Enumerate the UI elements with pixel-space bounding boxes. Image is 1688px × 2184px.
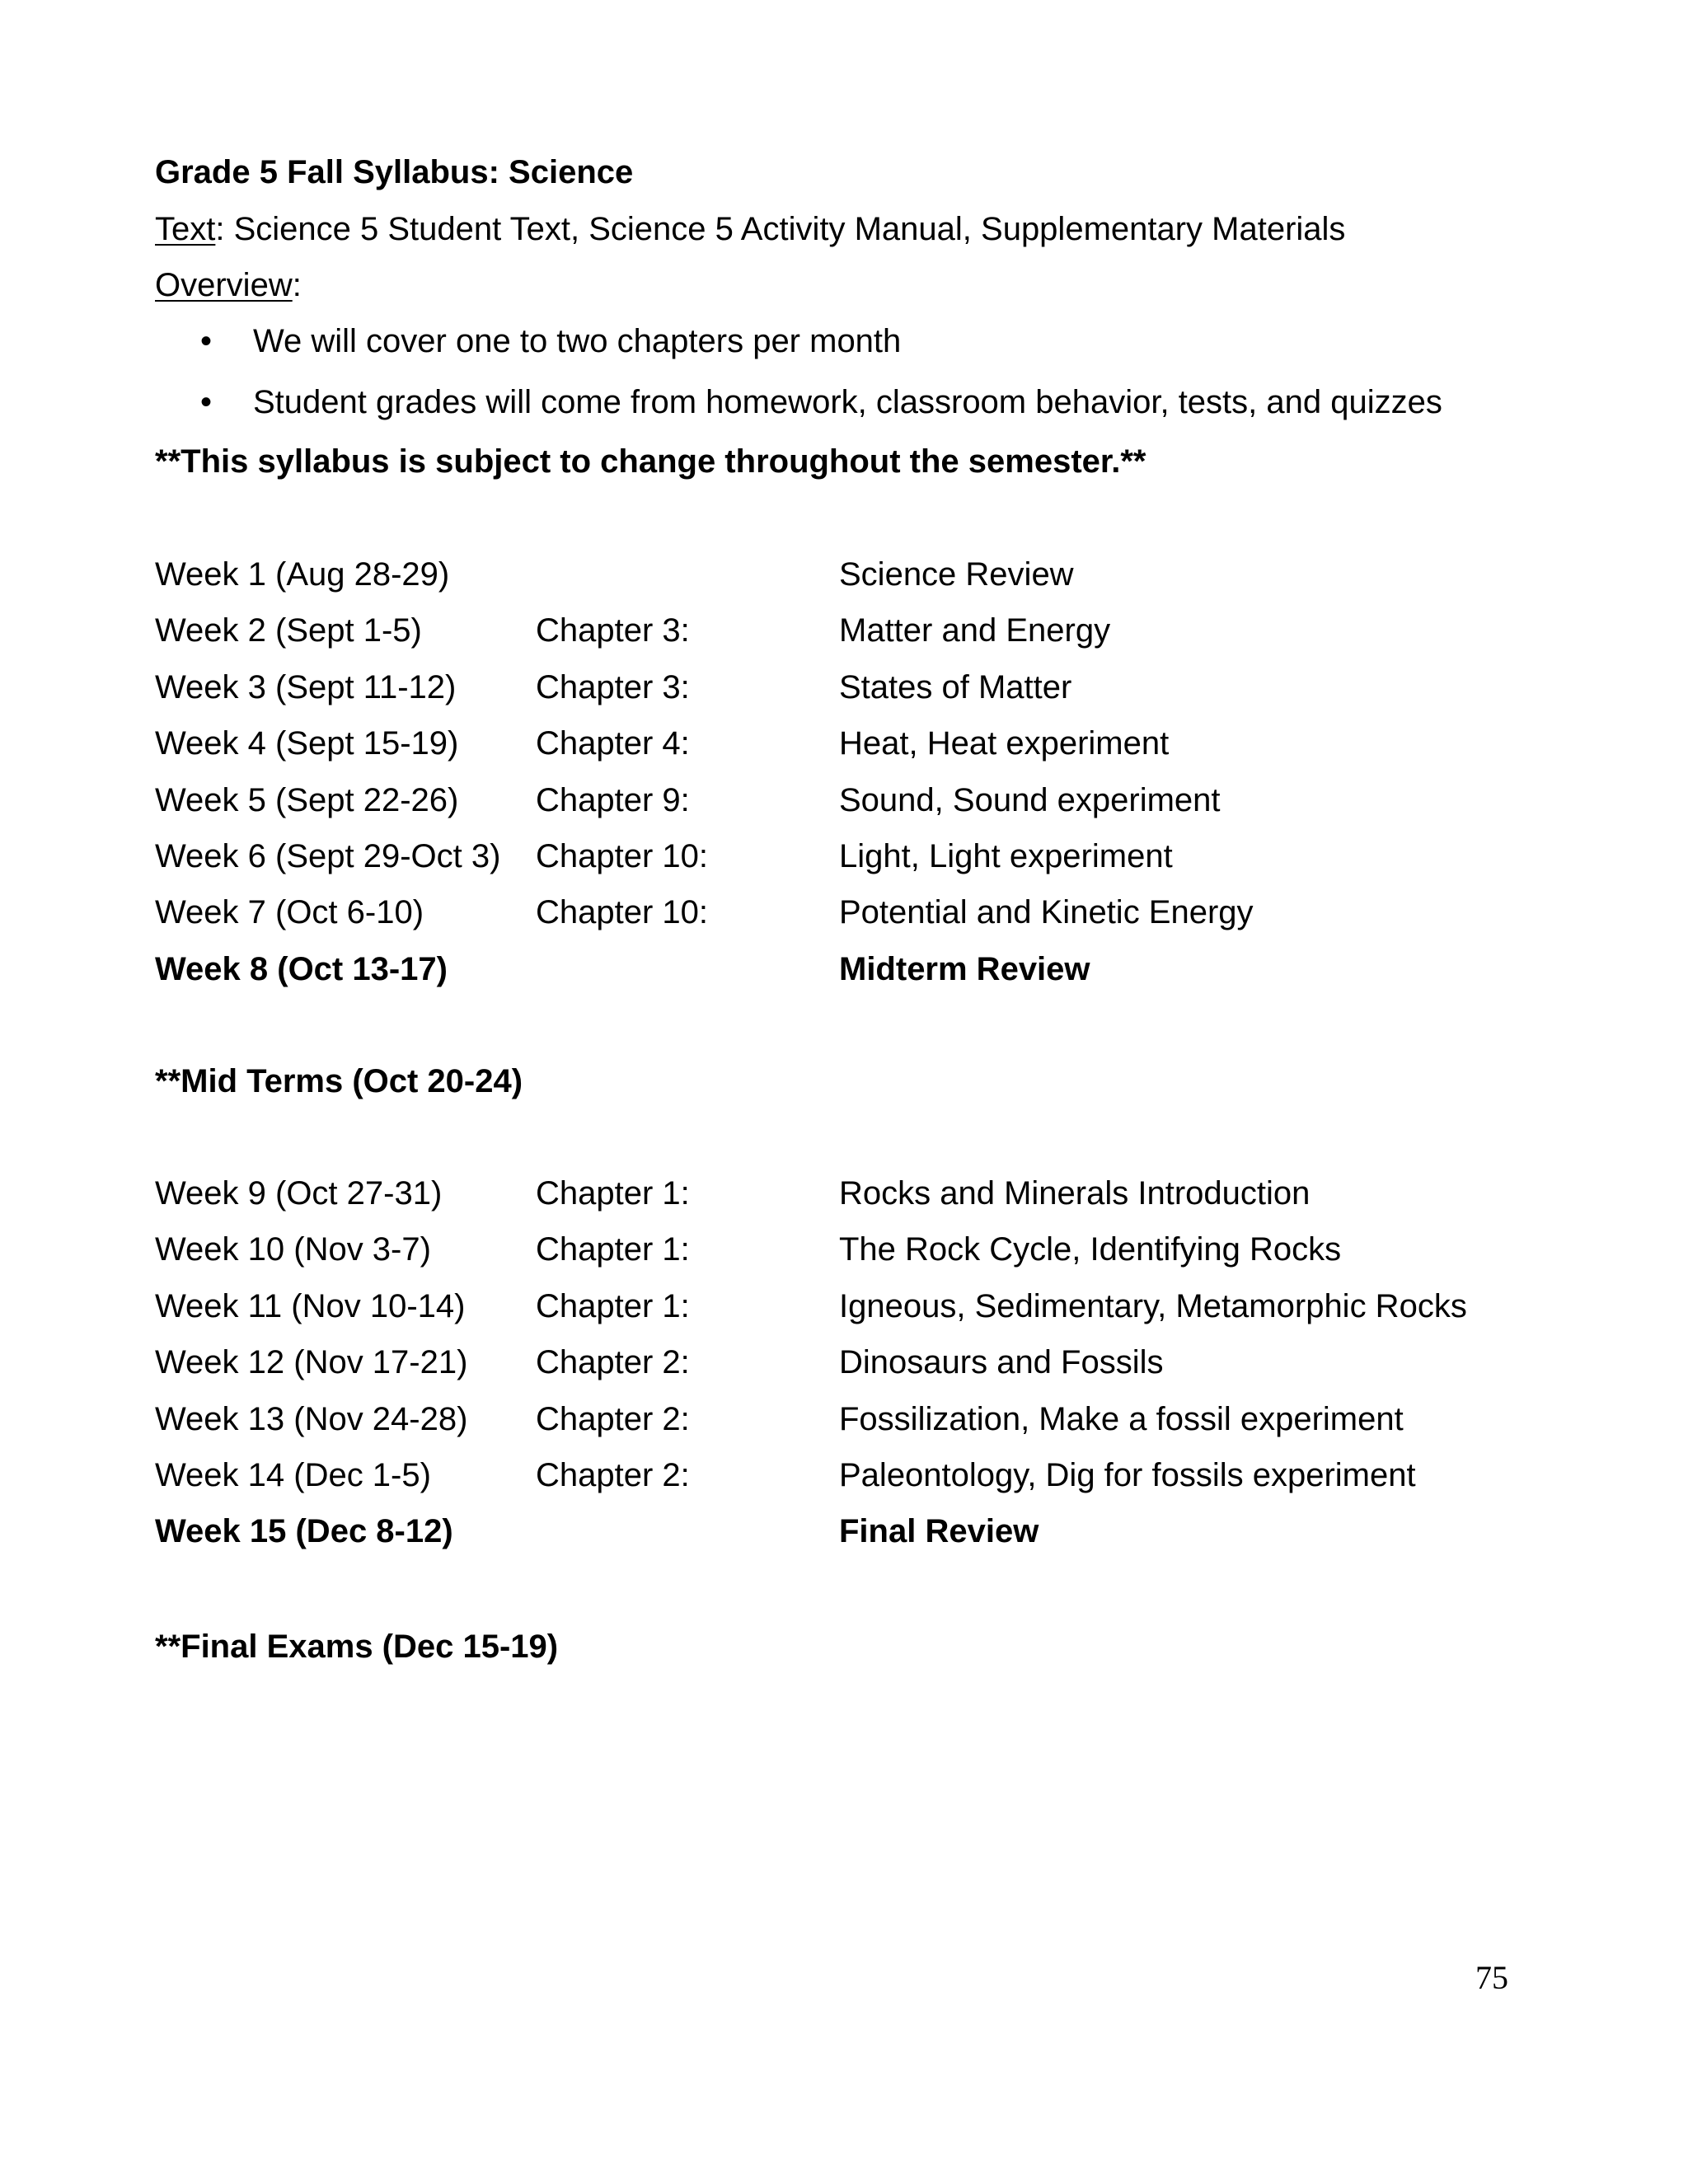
- week-cell: Week 6 (Sept 29-Oct 3): [155, 838, 501, 874]
- topic-cell: Rocks and Minerals Introduction: [839, 1175, 1311, 1212]
- topic-cell: The Rock Cycle, Identifying Rocks: [839, 1231, 1342, 1268]
- week-cell: Week 10 (Nov 3-7): [155, 1231, 431, 1268]
- chapter-cell: Chapter 2:: [536, 1344, 690, 1381]
- schedule-row: [155, 837, 1556, 876]
- schedule-row: [155, 611, 1556, 650]
- schedule-row: [155, 893, 1556, 932]
- midterms-note: **Mid Terms (Oct 20-24): [155, 1063, 523, 1099]
- chapter-cell: Chapter 1:: [536, 1287, 690, 1324]
- chapter-cell: Chapter 2:: [536, 1400, 690, 1437]
- chapter-cell: Chapter 4:: [536, 725, 690, 762]
- change-notice: **This syllabus is subject to change throughout the semester.**: [155, 443, 1146, 480]
- bullet-text: We will cover one to two chapters per month: [253, 323, 902, 359]
- chapter-cell: Chapter 1:: [536, 1231, 690, 1268]
- topic-cell: Heat, Heat experiment: [839, 725, 1170, 762]
- chapter-cell: Chapter 9:: [536, 781, 690, 818]
- bullet-text: Student grades will come from homework, classroom behavior, tests, and quizzes: [253, 384, 1442, 420]
- week-cell: Week 4 (Sept 15-19): [155, 725, 459, 762]
- week-cell: Week 5 (Sept 22-26): [155, 781, 459, 818]
- topic-cell: Potential and Kinetic Energy: [839, 894, 1254, 931]
- chapter-cell: Chapter 3:: [536, 668, 690, 705]
- week-cell: Week 14 (Dec 1-5): [155, 1457, 431, 1493]
- overview-line: [155, 265, 302, 305]
- bullet-icon: •: [200, 323, 213, 359]
- schedule-row: [155, 780, 1556, 820]
- text-value: : Science 5 Student Text, Science 5 Activity Manual, Supplementary Materials: [215, 211, 1346, 247]
- schedule-row: [155, 1399, 1556, 1439]
- text-label: Text: [155, 211, 216, 247]
- topic-cell: States of Matter: [839, 668, 1072, 705]
- topic-cell: Matter and Energy: [839, 612, 1111, 649]
- overview-label: Overview: [155, 267, 293, 303]
- schedule-row: [155, 1511, 1556, 1551]
- finals-note: **Final Exams (Dec 15-19): [155, 1629, 559, 1665]
- week-cell: Week 8 (Oct 13-17): [155, 950, 448, 987]
- topic-cell: Science Review: [839, 556, 1074, 593]
- topic-cell: Light, Light experiment: [839, 838, 1173, 874]
- week-cell: Week 7 (Oct 6-10): [155, 894, 424, 931]
- schedule-row: [155, 1230, 1556, 1269]
- page-title: Grade 5 Fall Syllabus: Science: [155, 154, 634, 190]
- topic-cell: Fossilization, Make a fossil experiment: [839, 1400, 1404, 1437]
- topic-cell: Sound, Sound experiment: [839, 781, 1221, 818]
- week-cell: Week 12 (Nov 17-21): [155, 1344, 468, 1381]
- bullet-icon: •: [200, 384, 213, 420]
- schedule-row: [155, 949, 1556, 989]
- schedule-row: [155, 555, 1556, 594]
- week-cell: Week 3 (Sept 11-12): [155, 668, 457, 705]
- overview-colon: :: [292, 267, 302, 303]
- week-cell: Week 1 (Aug 28-29): [155, 556, 450, 593]
- topic-cell: Midterm Review: [839, 950, 1090, 987]
- topic-cell: Final Review: [839, 1513, 1039, 1550]
- chapter-cell: Chapter 3:: [536, 612, 690, 649]
- topic-cell: Igneous, Sedimentary, Metamorphic Rocks: [839, 1287, 1467, 1324]
- week-cell: Week 2 (Sept 1-5): [155, 612, 422, 649]
- week-cell: Week 9 (Oct 27-31): [155, 1175, 443, 1212]
- page-number: 75: [1475, 1959, 1508, 1996]
- schedule-row: [155, 668, 1556, 707]
- week-cell: Week 11 (Nov 10-14): [155, 1287, 466, 1324]
- text-line: [155, 209, 1345, 249]
- chapter-cell: Chapter 1:: [536, 1175, 690, 1212]
- chapter-cell: Chapter 10:: [536, 838, 709, 874]
- chapter-cell: Chapter 2:: [536, 1457, 690, 1493]
- topic-cell: Dinosaurs and Fossils: [839, 1344, 1164, 1381]
- schedule-row: [155, 1455, 1556, 1495]
- topic-cell: Paleontology, Dig for fossils experiment: [839, 1457, 1416, 1493]
- chapter-cell: Chapter 10:: [536, 894, 709, 931]
- week-cell: Week 13 (Nov 24-28): [155, 1400, 468, 1437]
- schedule-row: [155, 724, 1556, 763]
- schedule-row: [155, 1343, 1556, 1382]
- schedule-row: [155, 1174, 1556, 1213]
- week-cell: Week 15 (Dec 8-12): [155, 1513, 453, 1550]
- schedule-row: [155, 1286, 1556, 1326]
